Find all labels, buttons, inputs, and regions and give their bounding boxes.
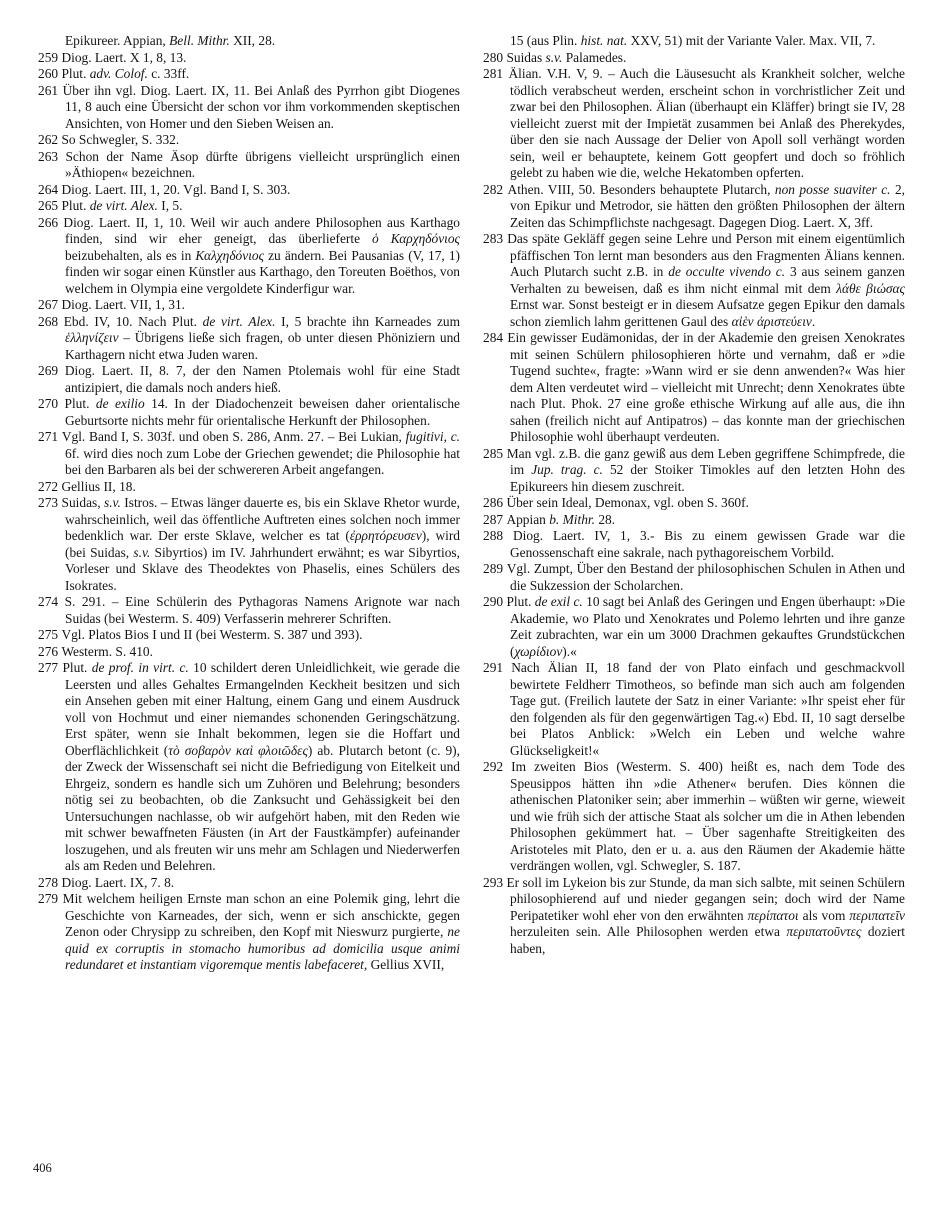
footnote-number: 268: [38, 313, 64, 329]
page-number: 406: [33, 1161, 52, 1175]
note-text-segment: Appian: [506, 511, 550, 527]
note-text-segment: S. 291. – Eine Schülerin des Pythagoras Namens Arignote war nach Suidas (bei Westerm. S. 409) Verfasserin mehrerer Schriften.: [64, 594, 460, 626]
note-text-segment: Bell. Mithr.: [169, 33, 230, 48]
footnote-276: [38, 644, 460, 661]
note-text-segment: Gellius XVII,: [367, 957, 445, 972]
note-text-segment: λάθε βιώσας: [836, 280, 905, 296]
footnote-286: [483, 495, 905, 512]
footnote-number: 259: [38, 49, 62, 65]
footnote-number: 263: [38, 148, 66, 164]
note-text-segment: Vgl. Zumpt, Über den Bestand der philosophischen Schulen in Athen und die Sukzession der Scholarchen.: [506, 561, 905, 593]
note-text-segment: Plut.: [61, 66, 90, 81]
note-text-segment: Über ihn vgl. Diog. Laert. IX, 11. Bei Anlaß des Pyrrhon gibt Diogenes 11, 8 auch eine Übersicht der schon vor ihm vorkommenden skeptischen Ansichten, von Homer und den Sieben Weisen an.: [62, 82, 460, 131]
note-text-segment: Plut.: [61, 198, 90, 213]
note-text-segment: περιπατοῦντες: [786, 924, 862, 939]
note-text-segment: I, 5.: [157, 198, 183, 213]
footnote-number: 287: [483, 511, 507, 527]
note-text-segment: Diog. Laert. IV, 1, 3.- Bis zu einem gewissen Grade war die Genossenschaft eine sakrale, nach pythagoreischem Vorbild.: [510, 528, 906, 560]
footnote-number: 289: [483, 561, 507, 576]
note-text-segment: 14. In der Diadochenzeit beweisen daher orientalische Geburtsorte nichts mehr für orientalische Herkunft der Philosophen.: [65, 396, 460, 428]
footnote-260: [38, 66, 460, 83]
note-text-segment: Suidas: [506, 49, 546, 65]
footnote-number: 283: [483, 231, 508, 246]
note-text-segment: So Schwegler, S. 332.: [61, 132, 180, 147]
note-text-segment: hist. nat.: [580, 33, 628, 48]
footnote-282: [483, 182, 905, 232]
footnote-263: [38, 149, 460, 182]
footnote-292: [483, 759, 905, 875]
footnote-290: [483, 594, 905, 660]
footnote-266: [38, 215, 460, 298]
footnote-272: [38, 479, 460, 496]
note-text-segment: XXV, 51) mit der Variante Valer. Max. VII, 7.: [627, 33, 876, 48]
note-text-segment: περιπατεῖν: [849, 907, 905, 923]
note-text-segment: Gellius II, 18.: [61, 478, 136, 494]
footnote-number: 265: [38, 198, 62, 213]
footnote-261: [38, 83, 460, 133]
footnote-number: 279: [38, 891, 63, 906]
note-text-segment: adv. Colof.: [89, 66, 148, 81]
footnote-number: 290: [483, 594, 507, 609]
note-text-segment: doziert haben,: [510, 924, 906, 956]
footnote-number: 261: [38, 82, 63, 98]
note-text-segment: Palamedes.: [562, 49, 627, 65]
footnote-264: [38, 182, 460, 199]
note-text-segment: ὁ Καρχηδόνιος: [372, 231, 460, 246]
note-text-segment: Vgl. Platos Bios I und II (bei Westerm. S. 387 und 393).: [61, 627, 363, 642]
note-text-segment: Diog. Laert. X 1, 8, 13.: [61, 49, 187, 65]
footnote-number: 288: [483, 528, 513, 543]
note-text-segment: 6f. wird dies noch zum Lobe der Griechen gewendet; die Philosophie hat bei den Barbaren als bei der schwereren Arbeit angefangen.: [65, 445, 460, 477]
footnote-number: 262: [38, 132, 62, 147]
note-text-segment: .: [811, 313, 816, 329]
footnote-291: [483, 660, 905, 759]
footnote-270: [38, 396, 460, 429]
footnote-number: 275: [38, 627, 62, 642]
footnote-265: [38, 198, 460, 215]
footnote-number: 281: [483, 66, 509, 81]
note-text-segment: de occulte vivendo c.: [668, 264, 786, 279]
note-text-segment: Mit welchem heiligen Ernste man schon an eine Polemik ging, lehrt die Geschichte von Karneades, der sich, wenn er sich anschickte, gegen Zenon oder Chrysipp zu schreiben, den Kopf mit Nieswurz purgierte,: [62, 891, 460, 939]
footnote-number: 274: [38, 594, 65, 609]
note-text-segment: Jup. trag. c.: [531, 462, 603, 477]
note-text-segment: Er soll im Lykeion bis zur Stunde, da man sich salbte, mit seinen Schülern philosophierend auf und nieder gegangen sein; doch wird der Name Peripatetiker wohl eher von den erwähnten: [506, 874, 905, 923]
footnote-number: 277: [38, 660, 63, 675]
note-text-segment: I, 5 brachte ihn Karneades zum: [275, 313, 460, 329]
footnote-285: [483, 446, 905, 496]
note-text-segment: Ebd. IV, 10. Nach Plut.: [63, 313, 203, 329]
note-text-segment: b. Mithr.: [549, 511, 595, 527]
note-text-segment: Ein gewisser Eudämonidas, der in der Akademie den greisen Xenokrates mit seinen Schülern philosophieren hörte und vernahm, daß er »die Tugend suchte«, fragte: »Wann wird er sie denn anwenden?« Was hier dem Alten verdeutet wird – vielleicht mit Unrecht; denn Xenokrates übte nach Plut. Phok. 27 eine große ethische Wirkung auf alle aus, die ihn sahen (freilich nicht auf Antipatros) – das konnte man der griechischen Philosophie wohl überhaupt verdeuten.: [507, 330, 905, 444]
footnote-number: 264: [38, 181, 62, 197]
note-text-segment: 15 (aus Plin.: [510, 33, 581, 48]
note-text-segment: 28.: [594, 511, 616, 527]
note-text-segment: χωρίδιον: [514, 643, 563, 659]
note-text-segment: Westerm. S. 410.: [61, 643, 153, 659]
footnote-number: 291: [483, 660, 512, 675]
footnote-273: [38, 495, 460, 594]
footnote-267: [38, 297, 460, 314]
note-text-segment: fugitivi, c.: [405, 429, 460, 444]
footnote-269: [38, 363, 460, 396]
footnote-number: 278: [38, 874, 62, 890]
note-text-segment: s.v.: [133, 544, 151, 560]
note-text-segment: Älian. V.H. V, 9. – Auch die Läusesucht als Krankheit solcher, welche tödlich verabscheut werden, erscheint schon in vorchristlicher Zeit und zwar bei den Philosophen. Älian (überhaupt ein Kläffer) bringt sie IV, 28 vielleicht zuerst mit der Impietät zusammen bei Anlaß des Pherekydes, über den sie nach Aussage der Delier von Apoll soll verhängt worden sein, weil er behauptete, keinem Gott geopfert und doch so fröhlich gelebt zu haben wie die, welche Hekatomben opferten.: [508, 66, 906, 180]
note-text-segment: Diog. Laert. II, 8. 7, der den Namen Ptolemais wohl für eine Stadt antizipiert, die damals noch anders hieß.: [64, 363, 461, 395]
left-column: [38, 33, 460, 974]
note-text-segment: Plut.: [64, 396, 96, 411]
footnote-275: [38, 627, 460, 644]
note-text-segment: Über sein Ideal, Demonax, vgl. oben S. 360f.: [506, 495, 749, 510]
footnote-number: 286: [483, 495, 507, 510]
footnote-281: [483, 66, 905, 182]
note-text-segment: 10 schildert deren Unleidlichkeit, wie gerade die Leersten und alles Gehaltes Ermangelnden Keckheit besitzen und sich ein Ansehen geben mit einer Haltung, einem Gang und einem Ausdruck voll von Hochmut und einer niemandes schonenden Geringschätzung. Erst später, wenn sie Inhalt bekommen, legen sie die Hoffart und Oberflächlichkeit (: [65, 660, 460, 758]
footnote-number: 260: [38, 66, 62, 81]
note-text-segment: Suidas,: [61, 495, 104, 510]
footnote-288: [483, 528, 905, 561]
note-text-segment: Im zweiten Bios (Westerm. S. 400) heißt es, nach dem Tode des Speusippos hätten ihn »die Athener« berufen. Dies können die athenischen Platoniker sein; aber immerhin – wüßten wir gerne, wieweit und wie früh sich der attische Staat als solcher um die in Athen lebenden Philosophen gekümmert hat. – Über sagenhafte Streitigkeiten des Aristoteles mit Plato, den er u. a. aus den Räumen der Akademie hätte verdrängen wollen, vgl. Schwegler, S. 187.: [510, 759, 905, 873]
footnote-number: 267: [38, 297, 62, 312]
footnote-284: [483, 330, 905, 446]
right-column: [483, 33, 905, 974]
footnote-268: [38, 314, 460, 364]
note-text-segment: c. 33ff.: [147, 66, 190, 81]
footnote-289: [483, 561, 905, 594]
footnote-number: 293: [483, 874, 507, 890]
footnote-274: [38, 594, 460, 627]
note-text-segment: Athen. VIII, 50. Besonders behauptete Plutarch,: [507, 181, 775, 197]
footnote-278: [38, 875, 460, 892]
footnote-293: [483, 875, 905, 958]
note-text-segment: s.v.: [104, 495, 121, 510]
footnote-279: [38, 891, 460, 974]
note-text-segment: Istros. – Etwas länger dauerte es, bis ein Sklave Rhetor wurde, wahrscheinlich, weil das öffentliche Auftreten eines solchen noch immer bedenklich war. Der erste Sklave, welcher es tat (: [65, 495, 460, 543]
note-text-segment: Vgl. Band I, S. 303f. und oben S. 286, Anm. 27. – Bei Lukian,: [61, 429, 406, 444]
footnote-number: 266: [38, 214, 64, 230]
note-text-segment: Diog. Laert. II, 1, 10. Weil wir auch andere Philosophen aus Karthago finden, sind wir eher geneigt, das überlieferte: [63, 214, 461, 246]
note-text-segment: Man vgl. z.B. die ganz gewiß aus dem Leben gegriffene Schimpfrede, die im: [506, 445, 905, 477]
note-text-segment: Καλχηδόνιος: [195, 247, 265, 263]
note-text-segment: als vom: [798, 907, 850, 923]
note-text-segment: αἰὲν ἀριστεύειν: [731, 313, 812, 329]
note-text-segment: 2, von Epikur und Metrodor, sie hätten den größten Philosophen der ältern Zeiten das Schimpflichste nachgesagt. Dagegen Diog. Laert. X, 3ff.: [510, 181, 905, 230]
note-text-segment: ), wird (bei Suidas,: [65, 528, 460, 560]
note-text-segment: s.v.: [545, 49, 563, 65]
note-text-segment: Nach Älian II, 18 fand der von Plato einfach und geschmackvoll bewirtete Feldherr Timotheos, so befinde man sich auch am folgenden Tage gut. (Freilich lautete der Satz in einer Variante: »Ihr speist eher für den folgenden als für den gegenwärtigen Tag.«) Ebd. II, 10 sagt derselbe bei Platos Anblick: »Welch ein Leben und welche wahre Glückseligkeit!«: [510, 660, 905, 758]
footnote-283: [483, 231, 905, 330]
note-text-segment: 52 der Stoiker Timokles auf den letzten Hohn des Epikureers hin diesem zuschreit.: [510, 462, 905, 494]
note-text-segment: Epikureer. Appian,: [65, 33, 170, 48]
note-text-segment: zu ändern. Bei Pausanias (V, 17, 1) finden wir sogar einen Künstler aus Karthago, den Toreuten Boëthos, von welchem in Olympia eine vergoldete Kinderfigur war.: [65, 247, 460, 296]
note-text-segment: Sibyrtios) im IV. Jahrhundert erwähnt; es war Sibyrtios, Vorleser und Sklave des Theodektes von Phaselis, eines Schülers des Isokrates.: [65, 544, 460, 593]
note-text-segment: beizubehalten, als es in: [65, 247, 196, 263]
note-text-segment: 10 sagt bei Anlaß des Geringen und Engen überhaupt: »Die Akademie, wo Plato und Xenokrates und Polemo lehrten und ihre ganze Zeit zubrachten, war ein um 3000 Drachmen gekauftes Grundstückchen (: [510, 594, 906, 659]
note-text-segment: Ernst war. Sonst besteigt er in diesem Aufsatze gegen Epikur den damals schon ziemlich lahm gerittenen Gaul des: [510, 297, 905, 329]
note-text-segment: ἑλληνίζειν: [65, 330, 119, 345]
note-text-segment: Diog. Laert. VII, 1, 31.: [61, 297, 186, 312]
footnote-continuation: [38, 33, 460, 50]
note-text-segment: de exil c.: [534, 594, 583, 609]
footnote-number: 284: [483, 330, 508, 345]
note-text-segment: Das späte Gekläff gegen seine Lehre und Person mit einem eigentümlich pfäffischen Ton lernt man besonders aus den Fragmenten Älians kennen. Auch Plutarch sucht z.B. in: [507, 231, 905, 279]
footnote-287: [483, 512, 905, 529]
footnote-277: [38, 660, 460, 875]
note-text-segment: περίπατοι: [747, 907, 799, 923]
footnote-number: 270: [38, 396, 65, 411]
footnote-number: 271: [38, 429, 62, 444]
footnote-continuation: [483, 33, 905, 50]
note-text-segment: Diog. Laert. IX, 7. 8.: [61, 874, 175, 890]
footnote-number: 292: [483, 759, 512, 774]
note-text-segment: Diog. Laert. III, 1, 20. Vgl. Band I, S. 303.: [61, 181, 291, 197]
footnote-number: 269: [38, 363, 65, 378]
note-text-segment: XII, 28.: [229, 33, 276, 48]
note-text-segment: de virt. Alex.: [202, 313, 276, 329]
note-text-segment: de exilio: [95, 396, 145, 411]
note-text-segment: ne quid ex corruptis in stomacho humoribus ad domicilia usque animi redundaret et instantiam vigoremque mentis labefaceret,: [65, 924, 460, 972]
note-text-segment: non posse suaviter c.: [774, 181, 891, 197]
footnote-259: [38, 50, 460, 67]
note-text-segment: herzuleiten sein. Alle Philosophen werden etwa: [510, 924, 787, 939]
note-text-segment: ) ab. Plutarch betont (c. 9), der Zweck der Wissenschaft sei nicht die Befriedigung von Eitelkeit und Ehrgeiz, sondern es handle sich um Zuhören und Belehrung; besonders nötig sei zu beobachten, ob die Zanksucht und Gehässigkeit bei den Untersuchungen nachlasse, ob wir aufgehört haben, mit den Reden wie mit schwer bewaffneten Fäusten (in Art der Faustkämpfer) aufeinander loszugehen, und als freuten wir uns mehr am Schlagen und Niederwerfen als am Reden und Belehren.: [65, 742, 460, 873]
footnote-number: 285: [483, 445, 507, 461]
note-text-segment: Schon der Name Äsop dürfte übrigens vielleicht ursprünglich einen »Äthiopen« bezeichnen.: [65, 148, 460, 180]
note-text-segment: 3 aus seinem ganzen Verhalten zu beweisen, daß es ihm nicht einmal mit dem: [510, 264, 905, 296]
note-text-segment: Plut.: [62, 660, 92, 675]
footnote-number: 272: [38, 478, 62, 494]
note-text-segment: ).«: [562, 643, 577, 659]
footnote-number: 280: [483, 49, 507, 65]
note-text-segment: ἐρρητόρευσεν: [349, 528, 422, 543]
two-column-layout: [38, 33, 905, 974]
footnote-271: [38, 429, 460, 479]
footnote-280: [483, 50, 905, 67]
note-text-segment: de virt. Alex.: [89, 198, 158, 213]
footnote-262: [38, 132, 460, 149]
note-text-segment: Plut.: [506, 594, 535, 609]
footnote-number: 282: [483, 181, 508, 197]
footnote-number: 273: [38, 495, 62, 510]
note-text-segment: de prof. in virt. c.: [91, 660, 189, 675]
footnote-number: 276: [38, 643, 62, 659]
note-text-segment: – Übrigens ließe sich fragen, ob unter diesen Phöniziern und Karthagern nicht etwa Juden waren.: [65, 330, 460, 362]
note-text-segment: τὸ σοβαρὸν καὶ φλοιῶδες: [168, 742, 308, 758]
